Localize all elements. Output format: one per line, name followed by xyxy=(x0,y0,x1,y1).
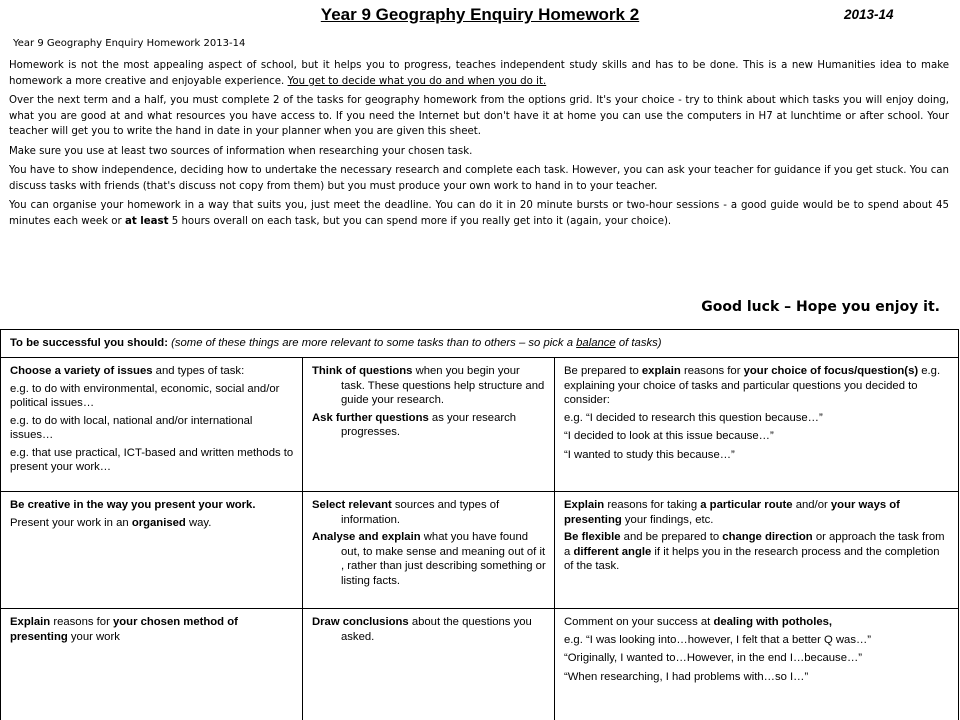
cell-line xyxy=(312,411,546,440)
grid-cell-draw-conclusions xyxy=(303,609,555,720)
cell-bold: different angle xyxy=(573,545,652,558)
cell-bold: explain xyxy=(641,365,681,377)
cell-bold: organised xyxy=(131,516,186,529)
intro-p1-underlined: You get to decide what you do and when you do it. xyxy=(287,75,547,87)
cell-text: what you have found out, to make sense and meaning out of it , rather than just describing something or listing facts. xyxy=(341,531,546,587)
grid-cell-select-sources xyxy=(303,492,555,609)
cell-text: as your research progresses. xyxy=(341,411,517,438)
intro-paragraph xyxy=(9,198,949,229)
cell-line xyxy=(10,516,294,531)
cell-text: your findings, etc. xyxy=(624,513,714,526)
page-title: Year 9 Geography Enquiry Homework 2 xyxy=(320,5,640,24)
cell-text: if it helps you in the research process and the completion of the task. xyxy=(564,545,940,572)
intro-p3: Make sure you use at least two sources of information when researching your chosen task. xyxy=(9,145,473,157)
grid-cell-be-creative xyxy=(1,492,303,609)
page-subtitle: Year 9 Geography Enquiry Homework 2013-14 xyxy=(13,38,246,49)
cell-text: sources and types of information. xyxy=(341,499,500,526)
cell-text: when you begin your task. These questions help structure and guide your research. xyxy=(341,365,545,406)
success-criteria-grid xyxy=(0,329,959,720)
cell-bold: Select relevant xyxy=(312,499,392,511)
grid-header-bold: To be successful you should: xyxy=(10,337,168,349)
good-luck-message: Good luck – Hope you enjoy it. xyxy=(701,299,940,315)
grid-header-cell xyxy=(1,330,959,358)
cell-text: e.g. explaining your choice of tasks and particular questions you decided to consider: xyxy=(564,365,941,406)
cell-text: and be prepared to xyxy=(623,531,720,543)
cell-bold: your choice of focus/question(s) xyxy=(743,365,919,377)
cell-quote: “I decided to look at this issue because…” xyxy=(564,430,774,442)
cell-text: about the questions you asked. xyxy=(341,616,532,643)
cell-example: e.g. to do with local, national and/or international issues… xyxy=(10,414,253,441)
cell-bold: your chosen method of presenting xyxy=(10,616,238,643)
intro-p5b: 5 hours overall on each task, but you can spend more if you really get into it (again, your choice). xyxy=(171,215,672,227)
cell-line xyxy=(564,615,950,630)
school-year: 2013-14 xyxy=(844,7,894,22)
cell-line xyxy=(312,498,546,527)
intro-p4: You have to show independence, deciding how to undertake the necessary research and complete each task. However, you can ask your teacher for guidance if you get stuck. You can discuss tasks with friends (that's discuss not copy from them) but you must produce your own work to hand in to your teacher. xyxy=(9,165,949,192)
cell-text: Be prepared to xyxy=(564,365,639,377)
grid-cell-explain-focus xyxy=(555,358,959,492)
cell-quote: “Originally, I wanted to…However, in the end I…because…” xyxy=(564,652,863,664)
cell-quote: “When researching, I had problems with…so I…” xyxy=(564,670,809,683)
cell-text: Present your work in an xyxy=(10,516,129,529)
cell-text: and/or xyxy=(795,499,828,511)
cell-example: e.g. to do with environmental, economic, social and/or political issues… xyxy=(10,382,280,409)
intro-p1: Homework is not the most appealing aspect of school, but it helps you to progress, teaches independent study skills and has to be done. This is a new Humanities idea to make homework a more creative and enjoyable experience. xyxy=(9,60,949,87)
cell-quote: e.g. “I was looking into…however, I felt that a better Q was…” xyxy=(564,633,872,646)
grid-row xyxy=(1,492,959,609)
cell-bold: Explain xyxy=(10,616,51,628)
intro-paragraph xyxy=(9,58,949,89)
cell-line xyxy=(564,498,950,527)
cell-line xyxy=(564,364,950,408)
grid-header-row xyxy=(1,330,959,358)
intro-p2: Over the next term and a half, you must complete 2 of the tasks for geography homework from the options grid. It's your choice - try to think about which tasks you will enjoy doing, what you are good at and what resources you have access to. If you need the Internet but don't have it at home you can use the computers in H7 at lunchtime or after school. Your teacher will get you to write the hand in date in your planner when you are given this sheet. xyxy=(9,95,949,137)
intro-p5a: You can organise your homework in a way that suits you, just meet the deadline. You can do it in 20 minute bursts or two-hour sessions - a good guide would be to spend about 45 minutes each week or xyxy=(9,200,949,227)
intro-text xyxy=(9,58,949,233)
cell-bold: a particular route xyxy=(700,499,793,511)
cell-line xyxy=(564,530,950,574)
intro-p5-bold: at least xyxy=(124,215,169,227)
cell-bold: change direction xyxy=(722,531,813,543)
grid-header-note-b: of tasks) xyxy=(618,337,662,349)
cell-text: reasons for xyxy=(683,365,741,377)
grid-row xyxy=(1,609,959,720)
cell-bold: your ways of presenting xyxy=(564,499,900,526)
cell-quote: “I wanted to study this because…” xyxy=(564,448,735,461)
cell-line xyxy=(10,615,294,644)
cell-bold: Be flexible xyxy=(564,531,621,543)
cell-bold: Explain xyxy=(564,499,605,511)
cell-text: and types of task: xyxy=(155,365,245,377)
grid-cell-explain-route xyxy=(555,492,959,609)
cell-text: Comment on your success at xyxy=(564,616,711,628)
cell-line xyxy=(312,364,546,408)
grid-cell-think-questions xyxy=(303,358,555,492)
cell-text: reasons for taking xyxy=(607,499,698,511)
cell-bold: Analyse and explain xyxy=(312,531,421,543)
cell-line xyxy=(10,364,294,379)
cell-bold: Choose a variety of issues xyxy=(10,365,153,377)
cell-text: way. xyxy=(188,516,212,529)
grid-header-note-a: (some of these things are more relevant to some tasks than to others – so pick a xyxy=(171,337,573,349)
cell-quote: e.g. “I decided to research this question because…” xyxy=(564,411,823,424)
cell-line xyxy=(312,530,546,588)
cell-bold-text: Be creative in the way you present your work. xyxy=(10,499,256,511)
grid-header-note-underlined: balance xyxy=(576,337,616,349)
cell-text: your work xyxy=(70,630,120,643)
cell-bold: Draw conclusions xyxy=(312,616,409,628)
grid-cell-choose-variety xyxy=(1,358,303,492)
grid-row xyxy=(1,358,959,492)
cell-text: reasons for xyxy=(53,616,110,628)
cell-bold: Think of questions xyxy=(312,365,413,377)
cell-bold: dealing with potholes, xyxy=(713,616,833,628)
grid-header-note xyxy=(171,337,661,349)
cell-bold xyxy=(10,498,294,513)
cell-text: or approach the task from a xyxy=(564,531,945,558)
cell-example: e.g. that use practical, ICT-based and written methods to present your work… xyxy=(10,446,294,473)
cell-line xyxy=(312,615,546,644)
cell-bold: Ask further questions xyxy=(312,411,429,424)
grid-cell-comment-success xyxy=(555,609,959,720)
grid-cell-explain-method xyxy=(1,609,303,720)
